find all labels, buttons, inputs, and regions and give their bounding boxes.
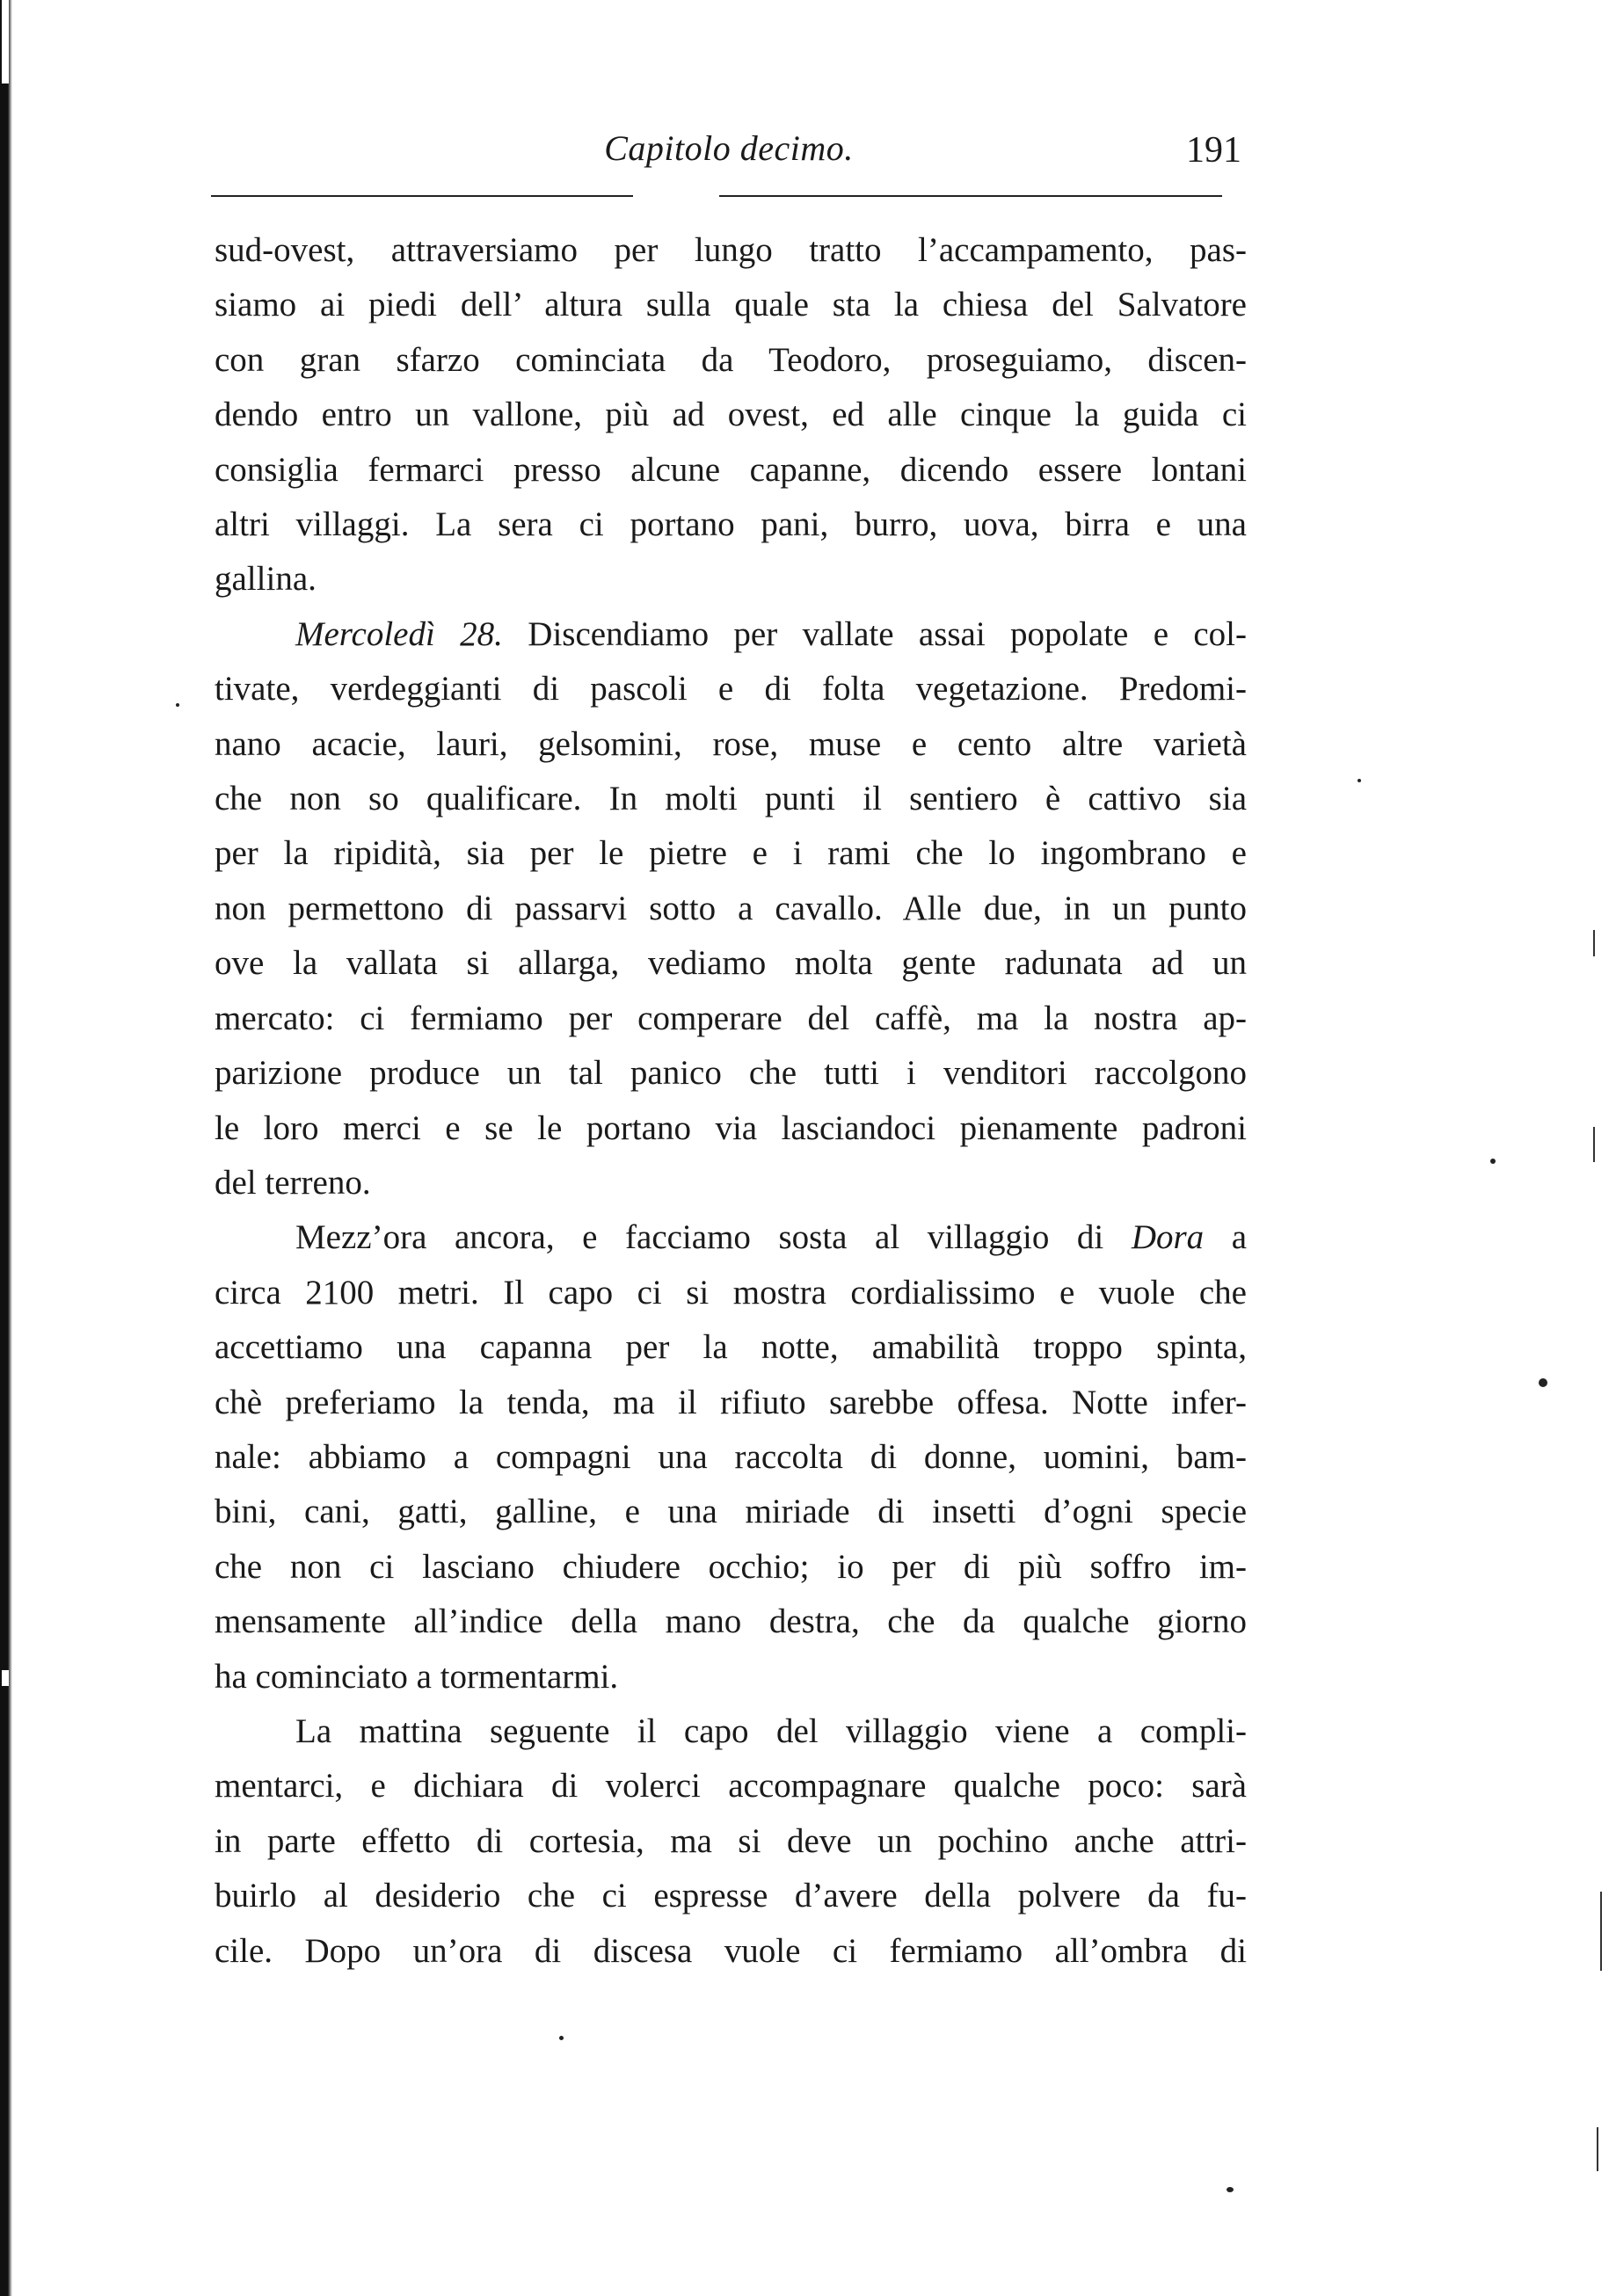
text-line: altri villaggi. La sera ci portano pani, burro, uova, birra e una bbox=[215, 505, 1247, 544]
text-line: ove la vallata si allarga, vediamo molta gente radunata ad un bbox=[215, 944, 1247, 983]
place-name: Dora bbox=[1131, 1218, 1205, 1257]
text-line: mercato: ci fermiamo per comperare del caffè, ma la nostra ap- bbox=[215, 999, 1247, 1037]
text-line: circa 2100 metri. Il capo ci si mostra cordialissimo e vuole che bbox=[215, 1273, 1247, 1311]
text-line: bini, cani, gatti, galline, e una miriade di insetti d’ogni specie bbox=[215, 1493, 1247, 1531]
binding-edge bbox=[0, 0, 12, 2296]
text-line: per la ripidità, sia per le pietre e i rami che lo ingombrano e bbox=[215, 834, 1247, 873]
paragraph-4 bbox=[215, 1704, 1247, 1979]
margin-mark bbox=[1593, 930, 1595, 956]
paragraph-2 bbox=[215, 607, 1247, 1210]
running-title: Capitolo decimo. bbox=[604, 128, 854, 168]
text-line: parizione produce un tal panico che tutti i venditori raccolgono bbox=[215, 1054, 1247, 1093]
header-rule bbox=[211, 195, 1247, 197]
scan-speck bbox=[559, 2036, 564, 2040]
text-line: in parte effetto di cortesia, ma si deve un pochino anche attri- bbox=[215, 1821, 1247, 1860]
text-line: che non so qualificare. In molti punti il sentiero è cattivo sia bbox=[215, 780, 1247, 818]
margin-mark bbox=[1597, 2127, 1598, 2171]
text-line: mentarci, e dichiara di volerci accompagnare qualche poco: sarà bbox=[215, 1767, 1247, 1806]
text-line: accettiamo una capanna per la notte, amabilità troppo spinta, bbox=[215, 1328, 1247, 1367]
text-line: con gran sfarzo cominciata da Teodoro, proseguiamo, discen- bbox=[215, 340, 1247, 379]
text-line: ha cominciato a tormentarmi. bbox=[215, 1657, 619, 1696]
margin-mark bbox=[1593, 1127, 1595, 1162]
text-segment: Mezz’ora ancora, e facciamo sosta al villaggio di bbox=[295, 1218, 1104, 1257]
text-line: nale: abbiamo a compagni una raccolta di donne, uomini, bam- bbox=[215, 1437, 1247, 1476]
text-line: cile. Dopo un’ora di discesa vuole ci fermiamo all’ombra di bbox=[215, 1931, 1247, 1970]
text-segment: a bbox=[1231, 1218, 1248, 1257]
text-line: non permettono di passarvi sotto a cavallo. Alle due, in un punto bbox=[215, 889, 1247, 927]
margin-mark bbox=[1600, 1892, 1602, 1971]
paragraph-1 bbox=[215, 223, 1247, 607]
text-segment: Discendiamo per vallate assai popolate e col- bbox=[528, 614, 1247, 653]
text-line: tivate, verdeggianti di pascoli e di folta vegetazione. Predomi- bbox=[215, 670, 1247, 708]
paragraph-3 bbox=[215, 1210, 1247, 1704]
text-line: mensamente all’indice della mano destra, che da qualche giorno bbox=[215, 1602, 1247, 1641]
text-line: sud-ovest, attraversiamo per lungo tratto l’accampamento, pas- bbox=[215, 231, 1247, 269]
binding-gap bbox=[2, 1670, 9, 1686]
scan-speck bbox=[1490, 1159, 1496, 1164]
scan-speck bbox=[1539, 1378, 1547, 1387]
binding-gap bbox=[2, 0, 9, 84]
body-text bbox=[215, 223, 1247, 1979]
text-line bbox=[215, 1210, 1247, 1265]
text-line bbox=[215, 607, 1247, 662]
text-line: dendo entro un vallone, più ad ovest, ed alle cinque la guida ci bbox=[215, 396, 1247, 434]
scan-speck bbox=[1358, 779, 1361, 782]
text-line: buirlo al desiderio che ci espresse d’avere della polvere da fu- bbox=[215, 1877, 1247, 1915]
scan-speck bbox=[1227, 2187, 1234, 2192]
text-line: nano acacie, lauri, gelsomini, rose, muse e cento altre varietà bbox=[215, 724, 1247, 763]
text-line: siamo ai piedi dell’ altura sulla quale sta la chiesa del Salvatore bbox=[215, 286, 1247, 324]
text-line: consiglia fermarci presso alcune capanne, dicendo essere lontani bbox=[215, 450, 1247, 489]
scan-speck bbox=[176, 703, 179, 707]
text-line: gallina. bbox=[215, 560, 317, 599]
page-header bbox=[211, 127, 1247, 180]
page-number: 191 bbox=[1186, 130, 1241, 171]
text-line: chè preferiamo la tenda, ma il rifiuto sarebbe offesa. Notte infer- bbox=[215, 1383, 1247, 1421]
text-line: La mattina seguente il capo del villaggio viene a compli- bbox=[295, 1711, 1247, 1750]
text-line: del terreno. bbox=[215, 1163, 371, 1202]
text-line: che non ci lasciano chiudere occhio; io per di più soffro im- bbox=[215, 1547, 1247, 1586]
diary-date: Mercoledì 28. bbox=[295, 614, 503, 653]
text-line: le loro merci e se le portano via lasciandoci pienamente padroni bbox=[215, 1108, 1247, 1147]
